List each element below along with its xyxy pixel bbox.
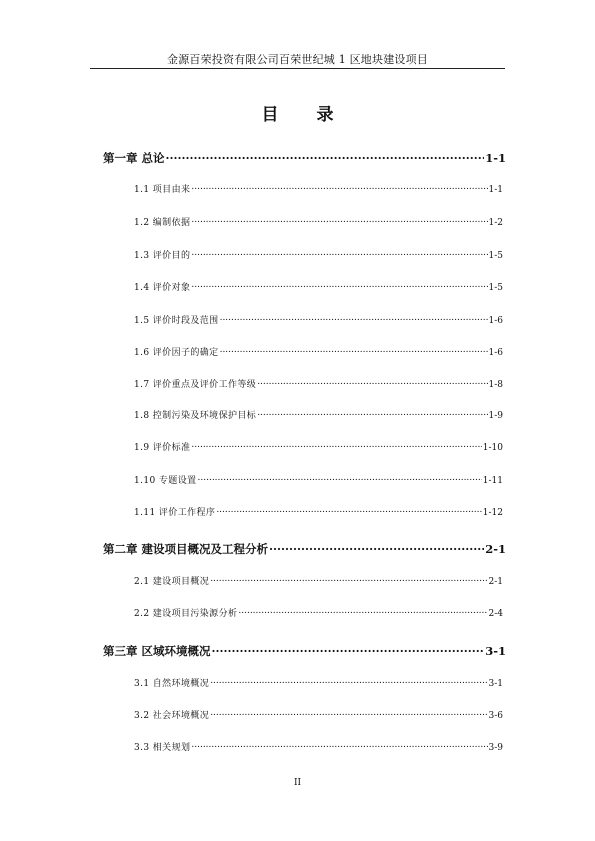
toc-entry-label: 第一章 总论 (103, 151, 165, 165)
page-title: 目 录 (261, 105, 350, 125)
toc-section-entry[interactable] (134, 606, 503, 619)
toc-entry-label: 3.1 自然环境概况 (134, 679, 210, 689)
toc-section-entry[interactable] (134, 182, 503, 195)
toc-section-entry[interactable] (134, 408, 503, 421)
toc-section-entry[interactable] (134, 377, 503, 390)
toc-section-entry[interactable] (134, 313, 503, 326)
toc-dot-leader (257, 378, 487, 387)
toc-entry-page: 3-6 (488, 711, 503, 721)
toc-entry-label: 1.8 控制污染及环境保护目标 (134, 411, 257, 421)
toc-entry-label: 1.2 编制依据 (134, 218, 191, 228)
toc-entry-label: 第三章 区域环境概况 (103, 644, 211, 658)
toc-section-entry[interactable] (134, 473, 503, 486)
toc-entry-page: 2-4 (488, 609, 503, 619)
toc-section-entry[interactable] (134, 574, 503, 587)
toc-dot-leader (166, 151, 485, 163)
toc-dot-leader (269, 542, 484, 554)
toc-entry-page: 3-1 (488, 679, 503, 689)
toc-section-entry[interactable] (134, 440, 503, 453)
toc-entry-page: 1-9 (488, 411, 503, 421)
toc-dot-leader (191, 441, 481, 450)
toc-dot-leader (210, 709, 487, 718)
toc-entry-page: 1-2 (488, 218, 503, 228)
toc-chapter-entry[interactable] (103, 150, 506, 166)
toc-entry-page: 1-8 (488, 380, 503, 390)
toc-chapter-entry[interactable] (103, 541, 506, 557)
toc-entry-page: 1-1 (488, 185, 503, 195)
toc-dot-leader (220, 314, 488, 323)
toc-entry-label: 2.2 建设项目污染源分析 (134, 609, 238, 619)
toc-entry-page: 1-5 (488, 251, 503, 261)
toc-entry-label: 1.1 项目由来 (134, 185, 191, 195)
toc-dot-leader (210, 575, 487, 584)
toc-dot-leader (198, 474, 482, 483)
toc-entry-label: 1.3 评价目的 (134, 251, 191, 261)
toc-dot-leader (238, 607, 487, 616)
page-number: II (293, 778, 302, 788)
running-header: 金源百荣投资有限公司百荣世纪城 1 区地块建设项目 (167, 53, 428, 66)
toc-dot-leader (191, 281, 487, 290)
toc-dot-leader (216, 506, 481, 515)
toc-section-entry[interactable] (134, 280, 503, 293)
toc-entry-label: 1.6 评价因子的确定 (134, 348, 219, 358)
toc-entry-page: 2-1 (485, 542, 506, 556)
toc-chapter-entry[interactable] (103, 643, 506, 659)
toc-dot-leader (191, 216, 487, 225)
toc-entry-label: 1.11 评价工作程序 (134, 508, 216, 518)
toc-entry-page: 2-1 (488, 577, 503, 587)
toc-dot-leader (191, 249, 487, 258)
toc-section-entry[interactable] (134, 345, 503, 358)
toc-entry-page: 1-6 (488, 316, 503, 326)
toc-section-entry[interactable] (134, 505, 503, 518)
toc-dot-leader (191, 183, 487, 192)
toc-entry-page: 1-6 (488, 348, 503, 358)
toc-dot-leader (191, 741, 487, 750)
toc-entry-page: 3-9 (488, 743, 503, 753)
toc-entry-label: 1.10 专题设置 (134, 476, 197, 486)
toc-dot-leader (212, 644, 485, 656)
toc-entry-label: 1.7 评价重点及评价工作等级 (134, 380, 257, 390)
toc-entry-page: 1-11 (482, 476, 503, 486)
toc-section-entry[interactable] (134, 676, 503, 689)
toc-entry-page: 3-1 (485, 644, 506, 658)
toc-entry-label: 第二章 建设项目概况及工程分析 (103, 542, 269, 556)
toc-dot-leader (220, 346, 488, 355)
toc-entry-label: 1.5 评价时段及范围 (134, 316, 219, 326)
toc-entry-label: 1.4 评价对象 (134, 283, 191, 293)
toc-entry-label: 2.1 建设项目概况 (134, 577, 210, 587)
toc-section-entry[interactable] (134, 248, 503, 261)
toc-dot-leader (257, 409, 487, 418)
toc-section-entry[interactable] (134, 215, 503, 228)
toc-entry-page: 1-1 (485, 151, 506, 165)
toc-entry-page: 1-12 (482, 508, 503, 518)
toc-entry-page: 1-5 (488, 283, 503, 293)
toc-dot-leader (210, 677, 487, 686)
toc-entry-label: 3.3 相关规划 (134, 743, 191, 753)
toc-entry-page: 1-10 (482, 443, 503, 453)
toc-entry-label: 3.2 社会环境概况 (134, 711, 210, 721)
toc-entry-label: 1.9 评价标准 (134, 443, 191, 453)
toc-section-entry[interactable] (134, 708, 503, 721)
toc-section-entry[interactable] (134, 740, 503, 753)
